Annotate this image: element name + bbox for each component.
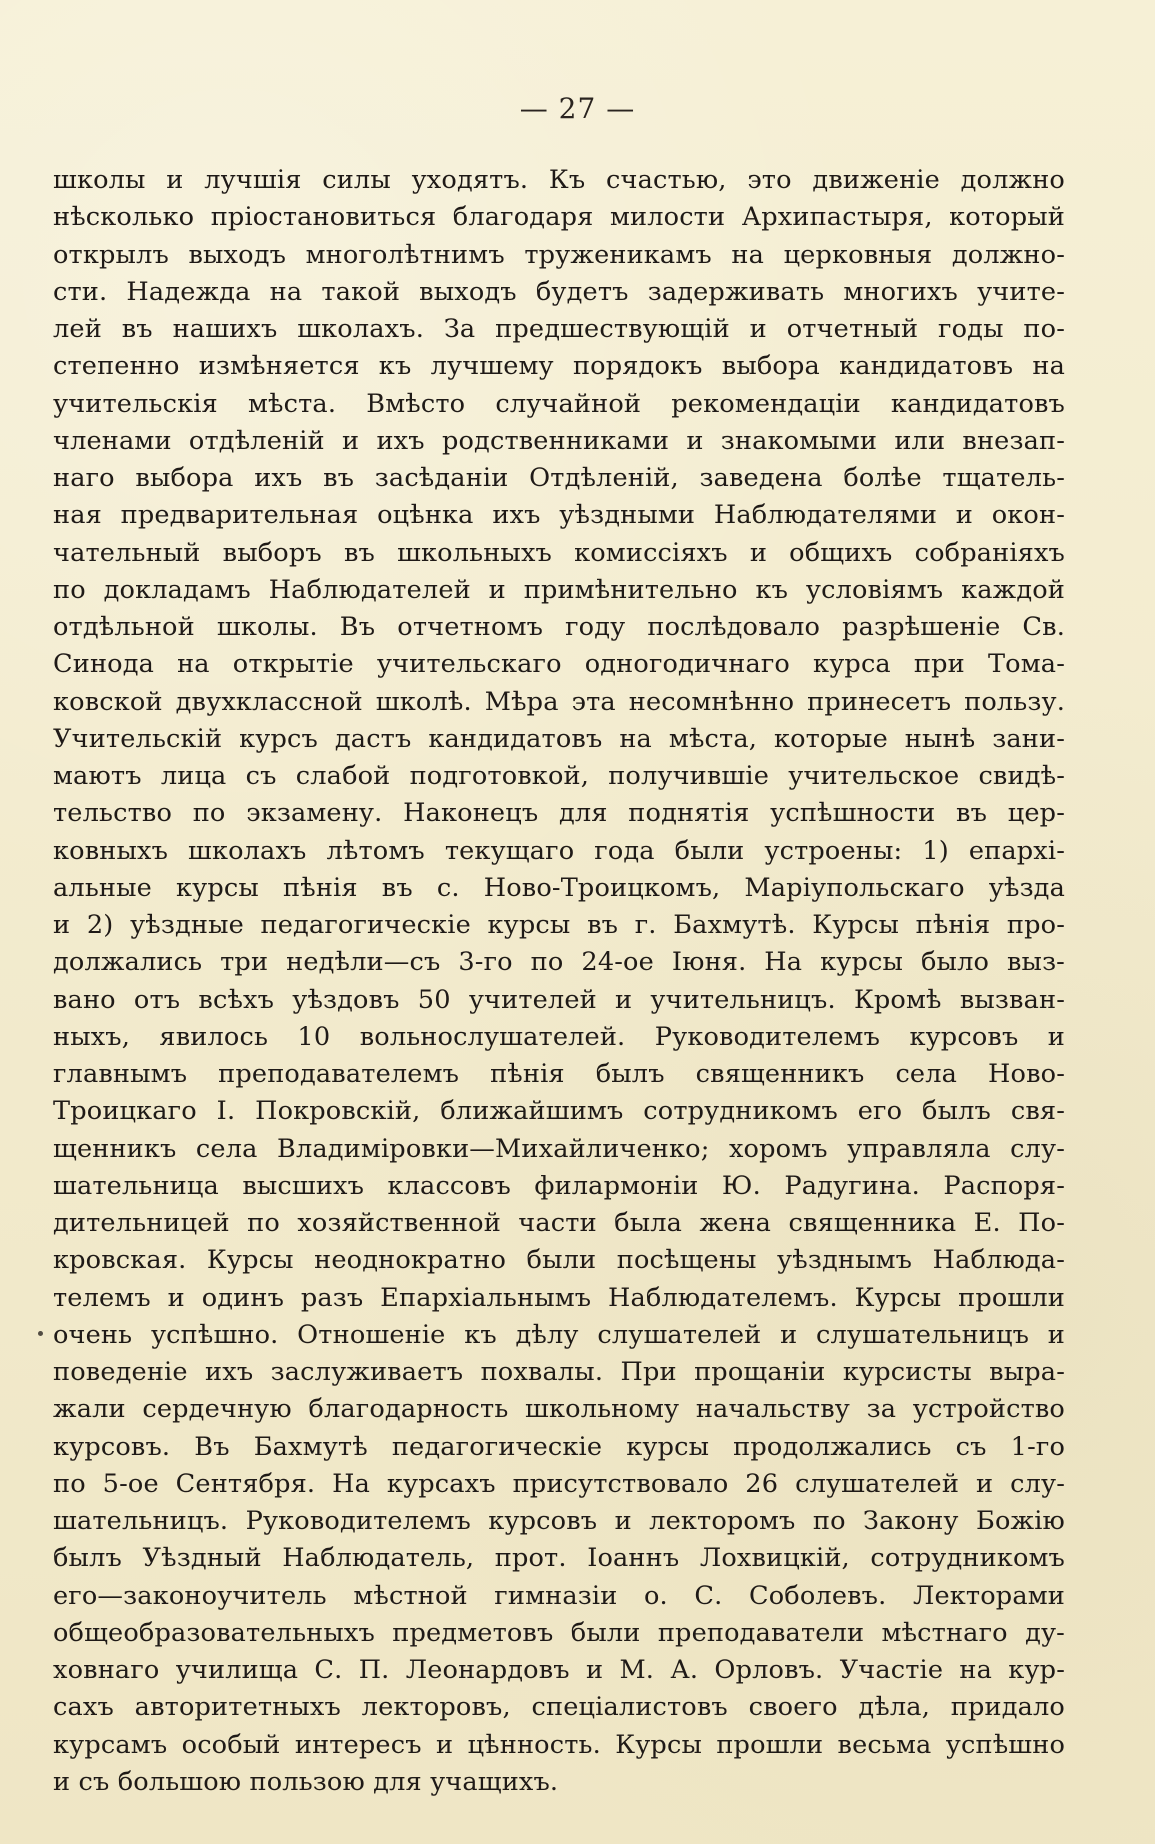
text-line: ныхъ, явилось 10 вольнослушателей. Руководителемъ курсовъ и [53,1021,1065,1052]
text-line: чательный выборъ въ школьныхъ комиссіяхъ и общихъ собраніяхъ [53,537,1065,568]
text-line: членами отдѣленій и ихъ родственниками и знакомыми или внезап- [53,425,1065,456]
text-line: наго выбора ихъ въ засѣданіи Отдѣленій, заведена болѣе тщатель- [53,463,1065,493]
text-line: сти. Надежда на такой выходъ будетъ задерживать многихъ учите- [53,276,1065,307]
text-line: его—законоучитель мѣстной гимназіи о. С. Соболевъ. Лекторами [53,1580,1065,1611]
text-line: ковской двухклассной школѣ. Мѣра эта несомнѣнно принесетъ пользу. [53,686,1065,717]
text-line: щенникъ села Владиміровки—Михайличенко; хоромъ управляла слу- [53,1133,1065,1164]
text-line: очень успѣшно. Отношеніе къ дѣлу слушателей и слушательницъ и [53,1319,1065,1350]
text-line: дительницей по хозяйственной части была жена священника Е. По- [53,1208,1065,1238]
text-line: курсовъ. Въ Бахмутѣ педагогическіе курсы продолжались съ 1-го [53,1431,1065,1462]
margin-dot [38,1331,43,1336]
body-text [53,162,1065,1801]
text-line: ховнаго училища С. П. Леонардовъ и М. А. Орловъ. Участіе на кур- [53,1655,1065,1685]
text-line: нѣсколько пріостановиться благодаря милости Архипастыря, который [53,202,1065,233]
text-line: шательницъ. Руководителемъ курсовъ и лекторомъ по Закону Божію [53,1506,1065,1536]
text-line: должались три недѣли—съ 3-го по 24-ое Іюня. На курсы было выз- [53,947,1065,978]
text-line: Троицкаго І. Покровскій, ближайшимъ сотрудникомъ его былъ свя- [53,1096,1065,1127]
text-line: Учительскій курсъ дастъ кандидатовъ на мѣста, которые нынѣ зани- [53,723,1065,754]
text-line: сахъ авторитетныхъ лекторовъ, спеціалистовъ своего дѣла, придало [53,1692,1065,1723]
text-line: учительскія мѣста. Вмѣсто случайной рекомендаціи кандидатовъ [53,388,1065,419]
text-line: тельство по экзамену. Наконецъ для поднятія успѣшности въ цер- [53,798,1065,829]
text-line: жали сердечную благодарность школьному начальству за устройство [53,1394,1065,1425]
text-line: общеобразовательныхъ предметовъ были преподаватели мѣстнаго ду- [53,1617,1065,1648]
text-line: по докладамъ Наблюдателей и примѣнительно къ условіямъ каждой [53,574,1065,605]
text-line: ная предварительная оцѣнка ихъ уѣздными Наблюдателями и окон- [53,500,1065,531]
text-line: курсамъ особый интересъ и цѣнность. Курсы прошли весьма успѣшно [53,1729,1065,1760]
text-line: маютъ лица съ слабой подготовкой, получившіе учительское свидѣ- [53,761,1065,791]
text-line: открылъ выходъ многолѣтнимъ труженикамъ на церковныя должно- [53,239,1065,270]
text-line: былъ Уѣздный Наблюдатель, прот. Іоаннъ Лохвицкій, сотрудникомъ [53,1543,1065,1574]
text-line: отдѣльной школы. Въ отчетномъ году послѣдовало разрѣшеніе Св. [53,612,1065,642]
page-number: — 27 — [519,92,636,125]
text-line: ковныхъ школахъ лѣтомъ текущаго года были устроены: 1) епархі- [53,835,1065,866]
text-line: шательница высшихъ классовъ филармоніи Ю. Радугина. Распоря- [53,1170,1065,1201]
text-line-last: и съ большою пользою для учащихъ. [53,1766,559,1797]
text-line: и 2) уѣздные педагогическіе курсы въ г. Бахмутѣ. Курсы пѣнія про- [53,910,1065,940]
text-line: вано отъ всѣхъ уѣздовъ 50 учителей и учительницъ. Кромѣ вызван- [53,984,1065,1015]
text-line: Синода на открытіе учительскаго одногодичнаго курса при Тома- [53,649,1065,680]
text-line: школы и лучшія силы уходятъ. Къ счастью, это движеніе должно [53,165,1065,195]
text-line: лей въ нашихъ школахъ. За предшествующій и отчетный годы по- [53,314,1065,344]
text-line: поведеніе ихъ заслуживаетъ похвалы. При прощаніи курсисты выра- [53,1357,1065,1387]
text-line: альные курсы пѣнія въ с. Ново-Троицкомъ, Маріупольскаго уѣзда [53,872,1065,903]
text-line: степенно измѣняется къ лучшему порядокъ выбора кандидатовъ на [53,351,1065,382]
text-line: кровская. Курсы неоднократно были посѣщены уѣзднымъ Наблюда- [53,1245,1065,1276]
text-line: по 5-ое Сентября. На курсахъ присутствовало 26 слушателей и слу- [53,1468,1065,1499]
text-line: телемъ и одинъ разъ Епархіальнымъ Наблюдателемъ. Курсы прошли [53,1282,1065,1313]
text-line: главнымъ преподавателемъ пѣнія былъ священникъ села Ново- [53,1059,1065,1089]
